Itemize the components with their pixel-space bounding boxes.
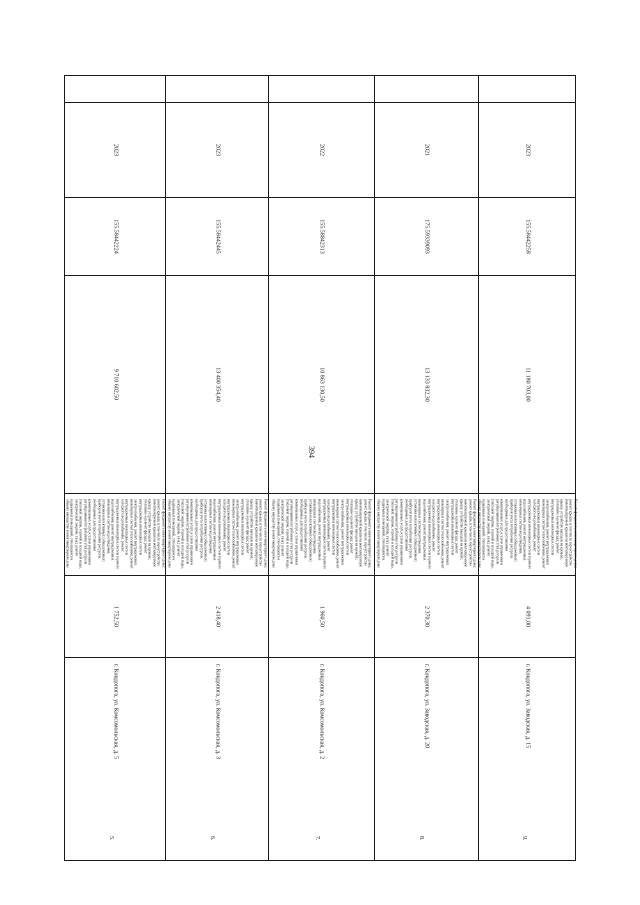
cell-area: 2 370,30 [424,606,430,627]
cell-year: 2023 [524,144,531,156]
cell-code: 155.58442224 [112,219,119,254]
cell-year: 2022 [319,144,325,156]
cell-address: г. Кондопога, ул. Заводская, д. 20 [424,664,430,749]
cell-area: 2 418,40 [214,606,221,627]
cell-cost: 13 400 354,40 [214,367,221,402]
row-number: 9. [521,836,527,841]
cell-area: 1 752,50 [112,606,119,627]
cell-year: 2023 [214,144,221,156]
cell-work-types: Ремонт фундамента многоквартирного дома; ремонт крыши, в том числе переустройство невентилируемой крыши на вентилируемую крышу, устройство выходов на кровлю; утепление и ремонт фасада; ремонт внутридомовых инженерных систем электроснабжения, ремонт внутридомовых инженерных систем теплоснабжения, ремонт внутридомовых инженерных систем холодного водоснабжения, ремонт внутридомовых инженерных систем горячего водоснабжения, ремонт внутридомовых инженерных систем водоотведения, установка коллективных (общедомовых) приборов учета потребления ресурсов, необходимых для предоставления коммунальных услуг, и узлов управления и регулирования потребления этих ресурсов (тепловой энергии, горячей и холодной воды, электрической энергии, газа); ремонт подвальных помещений, относящихся к общему имуществу в многоквартирном доме [167,499,268,570]
rotated-table-container [65,75,576,860]
cell-code: 155.58842313 [319,219,325,254]
cell-code: 155.58442445 [214,219,221,254]
row-number: 7. [314,836,320,841]
cell-cost: 13 133 832,30 [424,367,430,402]
row-number: 5. [108,836,114,841]
table-row [375,76,479,861]
table-row [65,76,166,861]
cell-address: г. Кондопога, ул. Комсомольская, д. 2 [319,664,325,760]
cell-address: г. Кондопога, ул. Комсомольская, д. 5 [112,664,119,760]
cell-work-types: Ремонт фундамента многоквартирного дома; ремонт крыши, в том числе переустройство невентилируемой крыши на вентилируемую крышу, устройство выходов на кровлю; утепление и ремонт фасада; ремонт внутридомовых инженерных систем электроснабжения, ремонт внутридомовых инженерных систем теплоснабжения, ремонт внутридомовых инженерных систем холодного водоснабжения, ремонт внутридомовых инженерных систем горячего водоснабжения, ремонт внутридомовых инженерных систем водоотведения, установка коллективных (общедомовых) приборов учета потребления ресурсов, необходимых для предоставления коммунальных услуг, и узлов управления и регулирования потребления этих ресурсов (тепловой энергии, горячей и холодной воды, электрической энергии, газа); ремонт подвальных помещений, относящихся к общему имуществу в многоквартирном доме [271,499,373,570]
cell-cost: 11 180 703,00 [524,367,531,402]
table-row [479,76,576,861]
cell-year: 2023 [112,144,119,156]
cell-cost: 9 710 602,50 [112,368,119,401]
row-number: 8. [418,836,424,841]
table-row [166,76,269,861]
cell-area: 4 091,00 [524,606,531,627]
page-number: 394 [307,446,316,458]
cell-address: г. Кондопога, ул. Комсомольская, д. 3 [214,664,221,760]
cell-year: 2021 [424,144,430,156]
cell-code: 175.59339093 [424,219,430,254]
row-number: 6. [209,836,215,841]
repair-program-table [64,75,576,861]
cell-work-types: Ремонт фундамента многоквартирного дома; ремонт крыши, в том числе переустройство невентилируемой крыши на вентилируемую крышу, устройство выходов на кровлю; утепление и ремонт фасада; ремонт внутридомовых инженерных систем электроснабжения, ремонт внутридомовых инженерных систем теплоснабжения, ремонт внутридомовых инженерных систем холодного водоснабжения, ремонт внутридомовых инженерных систем горячего водоснабжения, ремонт внутридомовых инженерных систем водоотведения, установка коллективных (общедомовых) приборов учета потребления ресурсов, необходимых для предоставления коммунальных услуг, и узлов управления и регулирования потребления этих ресурсов (тепловой энергии, горячей и холодной воды, электрической энергии, газа); ремонт подвальных помещений, относящихся к общему имуществу в многоквартирном доме [477,499,578,570]
cell-code: 155.58442258 [524,219,531,254]
cell-work-types: Ремонт фундамента многоквартирного дома; ремонт крыши, в том числе переустройство невентилируемой крыши на вентилируемую крышу, устройство выходов на кровлю; утепление и ремонт фасада; ремонт внутридомовых инженерных систем электроснабжения, ремонт внутридомовых инженерных систем теплоснабжения, ремонт внутридомовых инженерных систем холодного водоснабжения, ремонт внутридомовых инженерных систем горячего водоснабжения, ремонт внутридомовых инженерных систем водоотведения, установка коллективных (общедомовых) приборов учета потребления ресурсов, необходимых для предоставления коммунальных услуг, и узлов управления и регулирования потребления этих ресурсов (тепловой энергии, горячей и холодной воды, электрической энергии, газа); ремонт подвальных помещений, относящихся к общему имуществу в многоквартирном доме [65,499,166,570]
cell-address: г. Кондопога, ул. Заводская, д. 15 [524,664,531,749]
table-row [269,76,375,861]
cell-area: 1 960,50 [319,606,325,627]
cell-cost: 10 863 130,50 [319,367,325,402]
cell-work-types: Ремонт фундамента многоквартирного дома; ремонт крыши, в том числе переустройство невентилируемой крыши на вентилируемую крышу, устройство выходов на кровлю; утепление и ремонт фасада; ремонт внутридомовых инженерных систем электроснабжения, ремонт внутридомовых инженерных систем теплоснабжения, ремонт внутридомовых инженерных систем холодного водоснабжения, ремонт внутридомовых инженерных систем горячего водоснабжения, ремонт внутридомовых инженерных систем водоотведения, установка коллективных (общедомовых) приборов учета потребления ресурсов, необходимых для предоставления коммунальных услуг, и узлов управления и регулирования потребления этих ресурсов (тепловой энергии, горячей и холодной воды, электрической энергии, газа); ремонт подвальных помещений, относящихся к общему имуществу в многоквартирном доме [376,499,478,570]
